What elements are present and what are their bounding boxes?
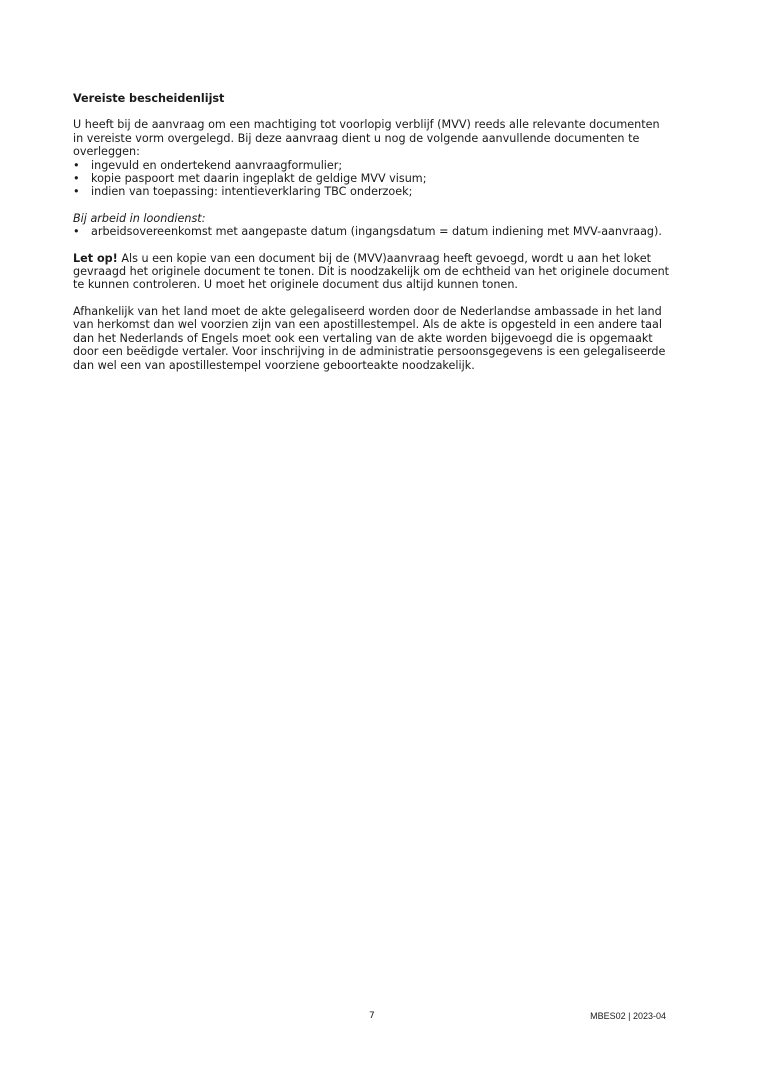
document-body <box>73 92 673 372</box>
list-item-text: arbeidsovereenkomst met aangepaste datum (ingangsdatum = datum indiening met MVV-aanvraag). <box>91 225 662 239</box>
employment-subheading: Bij arbeid in loondienst: <box>73 211 206 225</box>
page-number: 7 <box>369 1011 375 1021</box>
list-item-text: kopie paspoort met daarin ingeplakt de geldige MVV visum; <box>91 172 427 186</box>
note-lead: Let op! <box>73 251 118 265</box>
bullet-icon: • <box>73 185 80 199</box>
note-paragraph <box>73 252 673 292</box>
legalisation-paragraph: Afhankelijk van het land moet de akte gelegaliseerd worden door de Nederlandse ambassade in het land van herkomst dan wel voorzien zijn van een apostillestempel. Als de akte is opgesteld in een andere taal dan het Nederlands of Engels moet ook een vertaling van de akte worden bijgevoegd die is opgemaakt door een beëdigde vertaler. Voor inschrijving in de administratie persoonsgegevens is een gelegaliseerde dan wel een van apostillestempel voorziene geboorteakte noodzakelijk. <box>73 304 666 372</box>
note-text: Als u een kopie van een document bij de (MVV)aanvraag heeft gevoegd, wordt u aan het loket gevraagd het originele document te tonen. Dit is noodzakelijk om de echtheid van het originele document te kunnen controleren. U moet het originele document dus altijd kunnen tonen. <box>73 251 670 292</box>
bullet-icon: • <box>73 172 80 186</box>
document-code: MBES02 | 2023-04 <box>590 1011 666 1021</box>
list-item <box>73 185 673 198</box>
bullet-icon: • <box>73 225 80 239</box>
list-item <box>73 172 673 185</box>
required-documents-list <box>73 159 673 199</box>
list-item <box>73 159 673 172</box>
bullet-icon: • <box>73 158 80 172</box>
intro-paragraph: U heeft bij de aanvraag om een machtiging tot voorlopig verblijf (MVV) reeds alle relevante documenten in vereiste vorm overgelegd. Bij deze aanvraag dient u nog de volgende aanvullende documenten te overleggen: <box>73 118 660 159</box>
employment-documents-list <box>73 225 673 238</box>
list-item <box>73 225 673 238</box>
section-heading: Vereiste bescheidenlijst <box>73 92 225 105</box>
list-item-text: indien van toepassing: intentieverklaring TBC onderzoek; <box>91 185 413 199</box>
list-item-text: ingevuld en ondertekend aanvraagformulier; <box>91 158 343 172</box>
